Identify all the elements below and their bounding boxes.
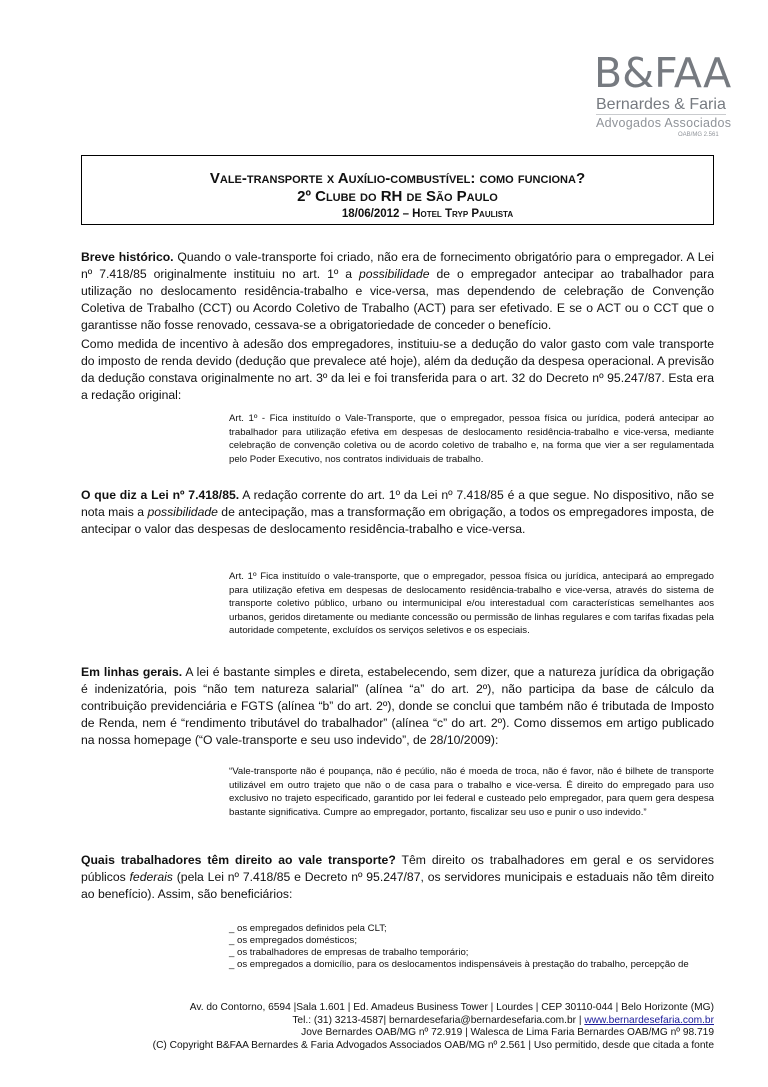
logo-brand: B&FAA [594,49,732,97]
footer-lawyers: Jove Bernardes OAB/MG nº 72.919 | Walesca de Lima Faria Bernardes OAB/MG nº 98.719 [301,1027,714,1039]
footer-copyright: (C) Copyright B&FAA Bernardes & Faria Advogados Associados OAB/MG nº 2.561 | Uso permitido, desde que citada a fonte [152,1039,714,1051]
heading-quais: Quais trabalhadores têm direito ao vale transporte? [81,853,396,867]
paragraph-historico [81,249,714,334]
lei-text-a: A redação corrente do art. 1º da Lei nº 7.418/85 é a que segue. No dispositivo, não se nota mais a [81,488,714,519]
list-item: _ os empregados definidos pela CLT; [229,923,387,934]
quote-art1-original: Art. 1º - Fica instituído o Vale-Transporte, que o empregador, pessoa física ou jurídica, poderá antecipar ao trabalhador para utilização efetiva em despesas de deslocamento residência-trabalho e vice-versa, mediante celebração de convenção coletiva ou de acordo coletivo de trabalho e, na forma que vier a ser regulamentada pelo Poder Executivo, nos contratos individuais de trabalho. [229,413,714,465]
page-footer [81,1002,714,1052]
paragraph-lei [81,487,714,538]
footer-website-link[interactable]: www.bernardesefaria.com.br [584,1014,714,1026]
footer-contact [81,1015,714,1028]
historico-text-b: de o empregador antecipar ao trabalhador para utilização no deslocamento residência-trabalho e vice-versa, mas dependendo de celebração de Convenção Coletiva de Trabalho (CCT) ou Acordo Coletivo de Trabalho (ACT) para ser efetivado. E se o ACT ou o CCT que o garantisse não fosse renovado, cessava-se a obrigatoriedade de conceder o benefício. [81,267,714,332]
quote-homepage-article: “Vale-transporte não é poupança, não é pecúlio, não é moeda de troca, não é favor, não é bilhete de transporte utilizável em outro trajeto que não o de casa para o trabalho e vice-versa. É direito do empregado para uso exclusivo no trajeto especificado, garantido por lei federal e custeado pelo empregador, para quem gera despesa bastante significativa. Cumpre ao empregador, portanto, fiscalizar seu uso e punir o uso indevido.” [229,766,714,818]
firm-logo [588,50,730,146]
quais-text-a: Têm direito os trabalhadores em geral e os servidores públicos [81,853,714,884]
list-item: _ os empregados domésticos; [229,935,357,946]
heading-lei: O que diz a Lei nº 7.418/85. [81,488,240,502]
heading-historico: Breve histórico. [81,250,174,264]
document-title: Vale-transporte x Auxílio-combustível: como funciona? [209,170,586,187]
gerais-text: A lei é bastante simples e direta, estabelecendo, sem dizer, que a natureza jurídica da obrigação é indenizatória, pois “não tem natureza salarial” (alínea “a” do art. 2º), não participa da base de cálculo da contribuição previdenciária e FGTS (alínea “b” do art. 2º), donde se conclui que também não é tributada de Imposto de Renda, nem é “rendimento tributável do trabalhador” (alínea “c” do art. 2º). Como dissemos em artigo publicado na nossa homepage (“O vale-transporte e seu uso indevido”, de 28/10/2009): [81,665,715,747]
logo-oab-number: OAB/MG 2.561 [678,132,719,138]
footer-address: Av. do Contorno, 6594 |Sala 1.601 | Ed. Amadeus Business Tower | Lourdes | CEP 30110-044 | Belo Horizonte (MG) [189,1002,714,1013]
beneficiaries-list [229,923,714,971]
list-item: _ os empregados a domicílio, para os deslocamentos indispensáveis à prestação do trabalho, percepção de [229,959,689,970]
quais-text-b: (pela Lei nº 7.418/85 e Decreto nº 95.247/87, os servidores municipais e estaduais não têm direito ao benefício). Assim, são beneficiários: [81,870,714,901]
logo-firm-subtitle: Advogados Associados [596,116,732,130]
heading-gerais: Em linhas gerais. [81,665,183,679]
event-date-location: 18/06/2012 – Hotel Tryp Paulista [341,208,514,220]
paragraph-quais [81,852,714,903]
historico-italic: possibilidade [359,267,430,281]
logo-firm-name: Bernardes & Faria [596,96,726,113]
quais-italic: federais [129,870,173,884]
logo-divider [596,114,726,115]
title-box [81,155,714,225]
historico-text-a: Quando o vale-transporte foi criado, não era de fornecimento obrigatório para o empregador. A Lei nº 7.418/85 originalmente instituiu no art. 1º a [81,250,714,281]
event-name: 2º Clube do RH de São Paulo [297,188,498,205]
paragraph-gerais [81,664,714,749]
lei-text-b: de antecipação, mas a transformação em obrigação, a todos os empregadores imposta, de antecipar o valor das despesas de deslocamento residência-trabalho e vice-versa. [81,505,714,536]
lei-italic: possibilidade [147,505,218,519]
list-item: _ os trabalhadores de empresas de trabalho temporário; [229,947,469,958]
paragraph-incentivo: Como medida de incentivo à adesão dos empregadores, instituiu-se a dedução do valor gasto com vale transporte do imposto de renda devido (dedução que prevalece até hoje), além da dedução da despesa operacional. A previsão da dedução constava originalmente no art. 3º da lei e foi transferida para o art. 32 do Decreto nº 95.247/87. Esta era a redação original: [81,337,714,402]
footer-phone-email: Tel.: (31) 3213-4587| bernardesefaria@bernardesefaria.com.br | [292,1014,585,1026]
quote-art1-current: Art. 1º Fica instituído o vale-transporte, que o empregador, pessoa física ou jurídica, antecipará ao empregado para utilização efetiva em despesas de deslocamento residência-trabalho e vice-versa, através do sistema de transporte coletivo público, urbano ou intermunicipal e/ou interestadual com características semelhantes aos urbanos, geridos diretamente ou mediante concessão ou permissão de linhas regulares e com tarifas fixadas pela autoridade competente, excluídos os serviços seletivos e os especiais. [229,571,714,637]
